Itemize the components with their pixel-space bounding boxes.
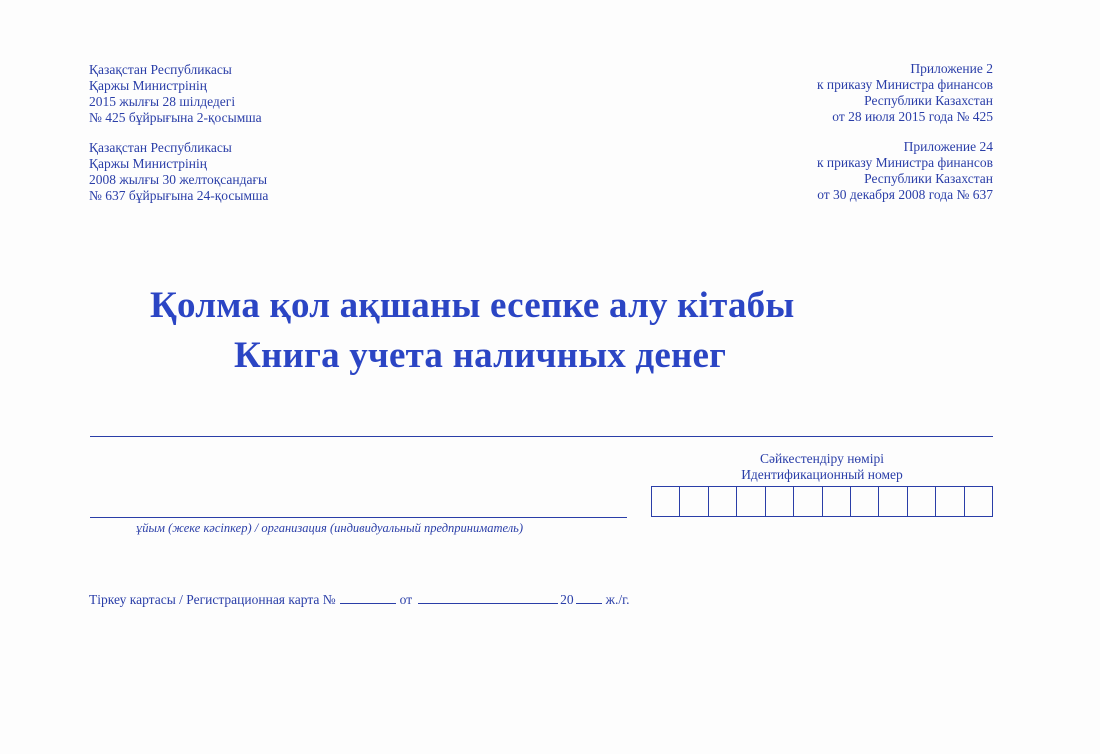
organization-caption: ұйым (жеке кәсіпкер) / организация (индивидуальный предприниматель) xyxy=(136,521,524,535)
identification-label-kz: Сәйкестендіру нөмірі xyxy=(760,451,884,466)
header-line: к приказу Министра финансов xyxy=(816,77,993,92)
id-digit-cell[interactable] xyxy=(794,487,822,516)
id-digit-cell[interactable] xyxy=(908,487,936,516)
identification-number-grid[interactable] xyxy=(651,486,993,517)
registration-number-blank[interactable] xyxy=(340,591,396,604)
id-digit-cell[interactable] xyxy=(965,487,992,516)
header-line: Қаржы Министрінің xyxy=(89,78,207,93)
header-line: от 30 декабря 2008 года № 637 xyxy=(817,187,993,202)
title-russian: Книга учета наличных денег xyxy=(234,335,727,376)
header-left-appendix-2008 xyxy=(89,140,268,204)
title-kazakh: Қолма қол ақшаны есепке алу кітабы xyxy=(150,285,795,326)
header-line: № 425 бұйрығына 2-қосымша xyxy=(89,110,262,125)
header-line: к приказу Министра финансов xyxy=(816,155,993,170)
id-digit-cell[interactable] xyxy=(851,487,879,516)
header-line: № 637 бұйрығына 24-қосымша xyxy=(89,188,269,203)
registration-label: Тіркеу картасы / Регистрационная карта № xyxy=(89,592,336,607)
organization-name-line xyxy=(90,436,993,437)
organization-line[interactable] xyxy=(90,517,627,518)
registration-year-prefix: 20 xyxy=(560,592,574,607)
registration-date-blank[interactable] xyxy=(418,591,558,604)
registration-card-row xyxy=(89,591,629,608)
identification-label-ru: Идентификационный номер xyxy=(741,467,903,482)
id-digit-cell[interactable] xyxy=(823,487,851,516)
header-left-appendix-2015 xyxy=(89,62,262,126)
header-line: Республики Казахстан xyxy=(864,93,993,108)
header-line: 2008 жылғы 30 желтоқсандағы xyxy=(89,172,268,187)
registration-from-label: от xyxy=(399,592,413,607)
id-digit-cell[interactable] xyxy=(766,487,794,516)
header-right-appendix-2015 xyxy=(817,61,993,125)
id-digit-cell[interactable] xyxy=(680,487,708,516)
header-line: Республики Казахстан xyxy=(864,171,993,186)
identification-number-label xyxy=(651,451,993,483)
header-line: Приложение 2 xyxy=(910,61,993,76)
header-right-appendix-2008 xyxy=(817,139,993,203)
id-digit-cell[interactable] xyxy=(709,487,737,516)
id-digit-cell[interactable] xyxy=(737,487,765,516)
registration-year-suffix: ж./г. xyxy=(605,592,630,607)
id-digit-cell[interactable] xyxy=(936,487,964,516)
header-line: от 28 июля 2015 года № 425 xyxy=(832,109,993,124)
registration-year-blank[interactable] xyxy=(576,591,602,604)
header-line: Қазақстан Республикасы xyxy=(89,62,232,77)
id-digit-cell[interactable] xyxy=(652,487,680,516)
header-line: Қазақстан Республикасы xyxy=(89,140,232,155)
id-digit-cell[interactable] xyxy=(879,487,907,516)
header-line: Приложение 24 xyxy=(903,139,993,154)
header-line: Қаржы Министрінің xyxy=(89,156,207,171)
header-line: 2015 жылғы 28 шілдедегі xyxy=(89,94,236,109)
